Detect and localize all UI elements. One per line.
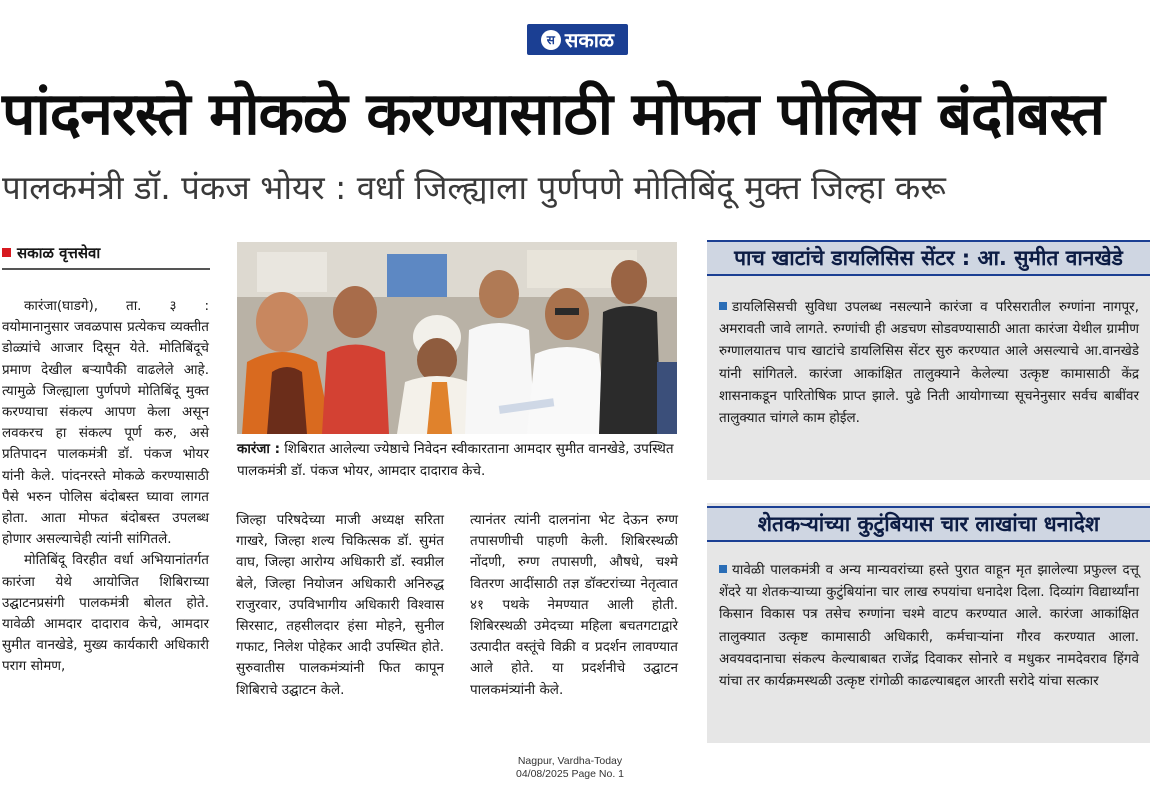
paragraph: त्यानंतर त्यांनी दालनांना भेट देऊन रुग्ण तपासणीची पाहणी केली. शिबिरस्थळी नोंदणी, रुग्ण तपासणी, औषधे, चश्मे वितरण आदींसाठी तज्ञ डॉक्टरांच्या नेतृत्वात ४१ पथके नेमण्यात आली होती. शिबिरस्थळी उमेदच्या महिला बचतगटाद्वारे उत्पादीत वस्तूंचे विक्री व प्रदर्शन लावण्यात आले होते. या प्रदर्शनीचे उद्घाटन पालकमंत्र्यांनी केले. xyxy=(470,512,678,698)
footer-edition: Nagpur, Vardha-Today xyxy=(517,755,623,767)
box-body xyxy=(719,296,1139,429)
caption-text: शिबिरात आलेल्या ज्येष्ठाचे निवेदन स्वीकारताना आमदार सुमीत वानखेडे, उपस्थित पालकमंत्री डॉ. पंकज भोयर, आमदार दादाराव केचे. xyxy=(237,441,674,479)
sakal-seal-icon: स xyxy=(541,30,561,50)
sidebar-box-cheque xyxy=(707,503,1150,743)
byline-text: सकाळ वृत्तसेवा xyxy=(17,244,101,262)
headline: पांदनरस्ते मोकळे करण्यासाठी मोफत पोलिस बंदोबस्त xyxy=(2,79,1104,148)
blue-square-icon xyxy=(719,302,727,310)
paragraph: कारंजा(घाडगे), ता. ३ : वयोमानानुसार जवळपास प्रत्येकच व्यक्तीत डोळ्यांचे आजार दिसून येते. मोतिबिंदूचे प्रमाण देखील बऱ्यापैकी वाढलेले आहे. त्यामुळे जिल्ह्याला पुर्णपणे मोतिबिंदू मुक्त करण्याचा संकल्प आपण केला असून लवकरच हा संकल्प पूर्ण करु, असे प्रतिपादन पालकमंत्री डॉ. पंकज भोयर यांनी केले. पांदनरस्ते मोकळे करण्यासाठी पैसे भरुन पोलिस बंदोबस्त घ्यावा लागत होता. आता मोफत बंदोबस्त उपलब्ध होणार असल्याचेही त्यांनी सांगितले. xyxy=(2,298,209,548)
event-photo-illustration xyxy=(237,242,677,434)
article-column-2 xyxy=(236,510,444,701)
subheadline: पालकमंत्री डॉ. पंकज भोयर : वर्धा जिल्ह्याला पुर्णपणे मोतिबिंदू मुक्त जिल्हा करू xyxy=(2,168,946,207)
paragraph: जिल्हा परिषदेच्या माजी अध्यक्ष सरिता गाखरे, जिल्हा शल्य चिकित्सक डॉ. सुमंत वाघ, जिल्हा आरोग्य अधिकारी डॉ. स्वप्नील बेले, जिल्हा नियोजन अधिकारी अनिरुद्ध राजुरवार, उपविभागीय अधिकारी विश्वास सिरसाट, तहसीलदार हंसा मोहने, सुनील गफाट, निलेश पोहेकर आदी उपस्थित होते. सुरुवातीस पालकमंत्र्यांनी फित कापून शिबिराचे उद्घाटन केले. xyxy=(236,512,444,698)
logo-text: सकाळ xyxy=(564,27,615,52)
box-text: यावेळी पालकमंत्री व अन्य मान्यवरांच्या हस्ते पुरात वाहून मृत झालेल्या प्रफुल्ल दत्तू शेंदरे या शेतकऱ्याच्या कुटुंबियांना चार लाख रुपयांचा धनादेश दिला. दिव्यांग विद्यार्थ्यांना किसान विकास पत्र तसेच रुग्णांना चश्मे वाटप करण्यात आले. कारंजा आकांक्षित तालुक्यात उत्कृष्ट कामासाठी अधिकारी, कर्मचाऱ्यांना गौरव करण्यात आला. अवयवदानाचा संकल्प केल्याबाबत राजेंद्र दिवाकर सोनारे व मधुकर नामदेवराव हिंगवे यांचा तर कार्यक्रमस्थळी उत्कृष्ट रांगोळी काढल्याबद्दल आरती सरोदे यांचा सत्कार xyxy=(719,562,1139,690)
page-footer xyxy=(470,755,670,781)
red-square-icon xyxy=(2,248,11,257)
box-title: शेतकऱ्यांच्या कुटुंबियास चार लाखांचा धनादेश xyxy=(707,506,1150,542)
sidebar-box-dialysis xyxy=(707,240,1150,480)
masthead-logo xyxy=(527,24,628,55)
photo-caption xyxy=(237,438,677,482)
caption-place: कारंजा : xyxy=(237,441,280,457)
footer-date-page: 04/08/2025 Page No. 1 xyxy=(515,768,624,780)
news-photo xyxy=(237,242,677,434)
article-column-3 xyxy=(470,510,678,701)
blue-square-icon xyxy=(719,565,727,573)
article-column-1 xyxy=(2,296,209,678)
paragraph: मोतिबिंदू विरहीत वर्धा अभियानांतर्गत कारंजा येथे आयोजित शिबिराच्या उद्घाटनप्रसंगी पालकमंत्री बोलत होते. यावेळी आमदार दादाराव केचे, आमदार सुमीत वानखेडे, मुख्य कार्यकारी अधिकारी पराग सोमण, xyxy=(2,552,209,675)
byline xyxy=(2,243,100,263)
byline-divider xyxy=(2,268,210,270)
box-text: डायलिसिसची सुविधा उपलब्ध नसल्याने कारंजा व परिसरातील रुग्णांना नागपूर, अमरावती जावे लागते. रुग्णांची ही अडचण सोडवण्यासाठी आता कारंजा येथील ग्रामीण रुग्णालयातच पाच खाटांचे डायलिसिस सेंटर सुरु करण्यात आले असल्याचे आ.वानखेडे यांनी सांगितले. कारंजा आकांक्षित तालुक्याने केलेल्या उत्कृष्ट कामासाठी केंद्र शासनाकडून पारितोषिक प्राप्त झाले. पुढे निती आयोगाच्या सूचनेनुसार सर्वच बाबींवर तालुक्यात चांगले काम होईल. xyxy=(719,299,1139,427)
box-title: पाच खाटांचे डायलिसिस सेंटर : आ. सुमीत वानखेडे xyxy=(707,240,1150,276)
box-body xyxy=(719,559,1139,692)
